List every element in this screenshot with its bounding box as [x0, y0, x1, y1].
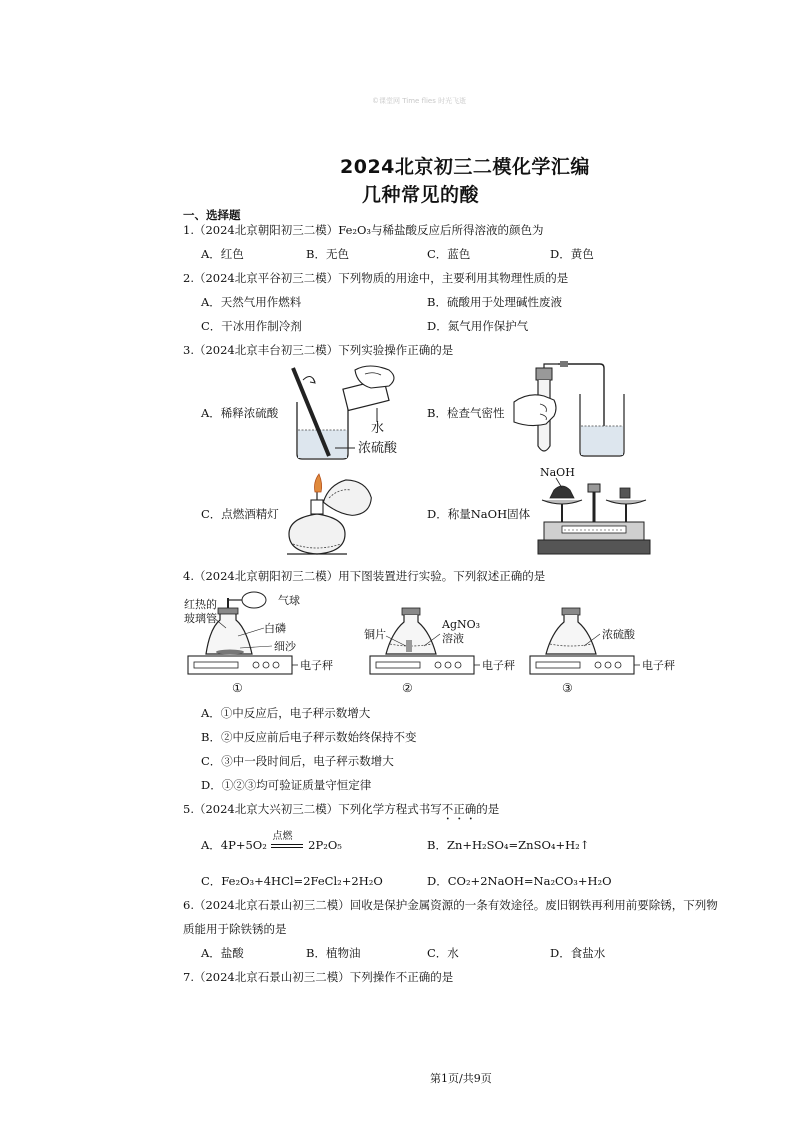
figure-mass-conservation [180, 588, 680, 698]
question-7-stem: 7.（2024北京石景山初三二模）下列操作不正确的是 [183, 970, 454, 984]
svg-text:②: ② [402, 681, 413, 695]
question-2-option-a: A．天然气用作燃料 [201, 295, 302, 309]
page-subtitle: 几种常见的酸 [362, 184, 480, 206]
question-2-option-c: C．干冰用作制冷剂 [201, 319, 302, 333]
section-heading: 一、选择题 [183, 208, 241, 222]
svg-text:白磷: 白磷 [264, 622, 286, 635]
svg-text:③: ③ [562, 681, 573, 695]
svg-text:气球: 气球 [278, 594, 300, 607]
svg-text:电子秤: 电子秤 [482, 659, 515, 672]
reaction-condition [271, 831, 305, 852]
question-1-option-d: D．黄色 [550, 247, 594, 261]
reaction-condition-label: 点燃 [272, 831, 293, 842]
question-2-option-d: D．氮气用作保护气 [427, 319, 529, 333]
question-3-option-a: A．稀释浓硫酸 [201, 406, 279, 420]
question-3-option-b: B．检查气密性 [427, 406, 505, 420]
figure-alcohol-lamp [283, 468, 383, 560]
watermark: ©课堂网 Time flies 时光飞逝 [372, 97, 467, 105]
svg-text:铜片: 铜片 [364, 628, 386, 641]
question-1-option-a: A．红色 [201, 247, 244, 261]
conc-acid-label: 浓硫酸 [358, 441, 398, 456]
question-6-option-d: D．食盐水 [550, 946, 606, 960]
figure-airtightness [510, 364, 640, 460]
question-5-option-a-right: 2P₂O₅ [308, 838, 342, 852]
question-6-option-a: A．盐酸 [201, 946, 244, 960]
question-2-stem: 2.（2024北京平谷初三二模）下列物质的用途中，主要利用其物理性质的是 [183, 271, 569, 285]
question-6-option-b: B．植物油 [306, 946, 361, 960]
question-3-option-c: C．点燃酒精灯 [201, 507, 279, 521]
question-1-option-c: C．蓝色 [427, 247, 471, 261]
svg-text:红热的: 红热的 [184, 598, 217, 611]
question-4-option-c: C．③中一段时间后，电子秤示数增大 [201, 754, 394, 768]
question-3-stem: 3.（2024北京丰台初三二模）下列实验操作正确的是 [183, 343, 454, 357]
figure-balance [534, 464, 654, 558]
svg-text:电子秤: 电子秤 [642, 659, 675, 672]
question-5-stem [183, 801, 499, 823]
question-5-option-a-left: A．4P+5O₂ [201, 838, 267, 852]
question-4-stem: 4.（2024北京朝阳初三二模）用下图装置进行实验。下列叙述正确的是 [183, 569, 546, 583]
question-6-stem-line1: 6.（2024北京石景山初三二模）回收是保护金属资源的一条有效途径。废旧钢铁再利用前要除锈，下列物 [183, 898, 718, 912]
svg-text:溶液: 溶液 [442, 632, 464, 645]
question-5-option-a [201, 831, 342, 853]
svg-text:浓硫酸: 浓硫酸 [602, 628, 635, 641]
svg-text:细沙: 细沙 [274, 640, 296, 653]
question-4-option-a: A．①中反应后，电子秤示数增大 [201, 706, 371, 720]
question-1-option-b: B．无色 [306, 247, 349, 261]
question-4-option-b: B．②中反应前后电子秤示数始终保持不变 [201, 730, 417, 744]
svg-text:AgNO₃: AgNO₃ [442, 618, 481, 631]
question-5-option-d: D．CO₂+2NaOH=Na₂CO₃+H₂O [427, 874, 612, 888]
question-6-stem-line2: 质能用于除铁锈的是 [183, 922, 287, 936]
question-5-option-c: C．Fe₂O₃+4HCl=2FeCl₂+2H₂O [201, 874, 383, 888]
question-5-stem-prefix: 5.（2024北京大兴初三二模）下列化学方程式书写 [183, 802, 442, 816]
page-title: 2024北京初三二模化学汇编 [340, 156, 590, 178]
question-2-option-b: B．硫酸用于处理碱性废液 [427, 295, 562, 309]
question-1-stem: 1.（2024北京朝阳初三二模）Fe₂O₃与稀盐酸反应后所得溶液的颜色为 [183, 223, 544, 237]
question-5-option-b: B．Zn+H₂SO₄=ZnSO₄+H₂↑ [427, 838, 590, 852]
figure-dilute-acid [285, 362, 425, 462]
svg-text:电子秤: 电子秤 [300, 659, 333, 672]
question-5-stem-suffix: 的是 [476, 802, 500, 816]
question-5-stem-emphasis: 不正确 [441, 802, 477, 816]
question-3-option-d: D．称量NaOH固体 [427, 507, 531, 521]
svg-text:①: ① [232, 681, 243, 695]
question-4-option-d: D．①②③均可验证质量守恒定律 [201, 778, 372, 792]
naoh-label: NaOH [540, 466, 575, 479]
svg-text:玻璃管: 玻璃管 [184, 612, 217, 625]
reaction-line-bottom [271, 847, 303, 848]
question-6-option-c: C．水 [427, 946, 459, 960]
water-label: 水 [371, 421, 385, 436]
page-footer: 第1页/共9页 [430, 1072, 492, 1085]
reaction-line-top [271, 844, 303, 845]
